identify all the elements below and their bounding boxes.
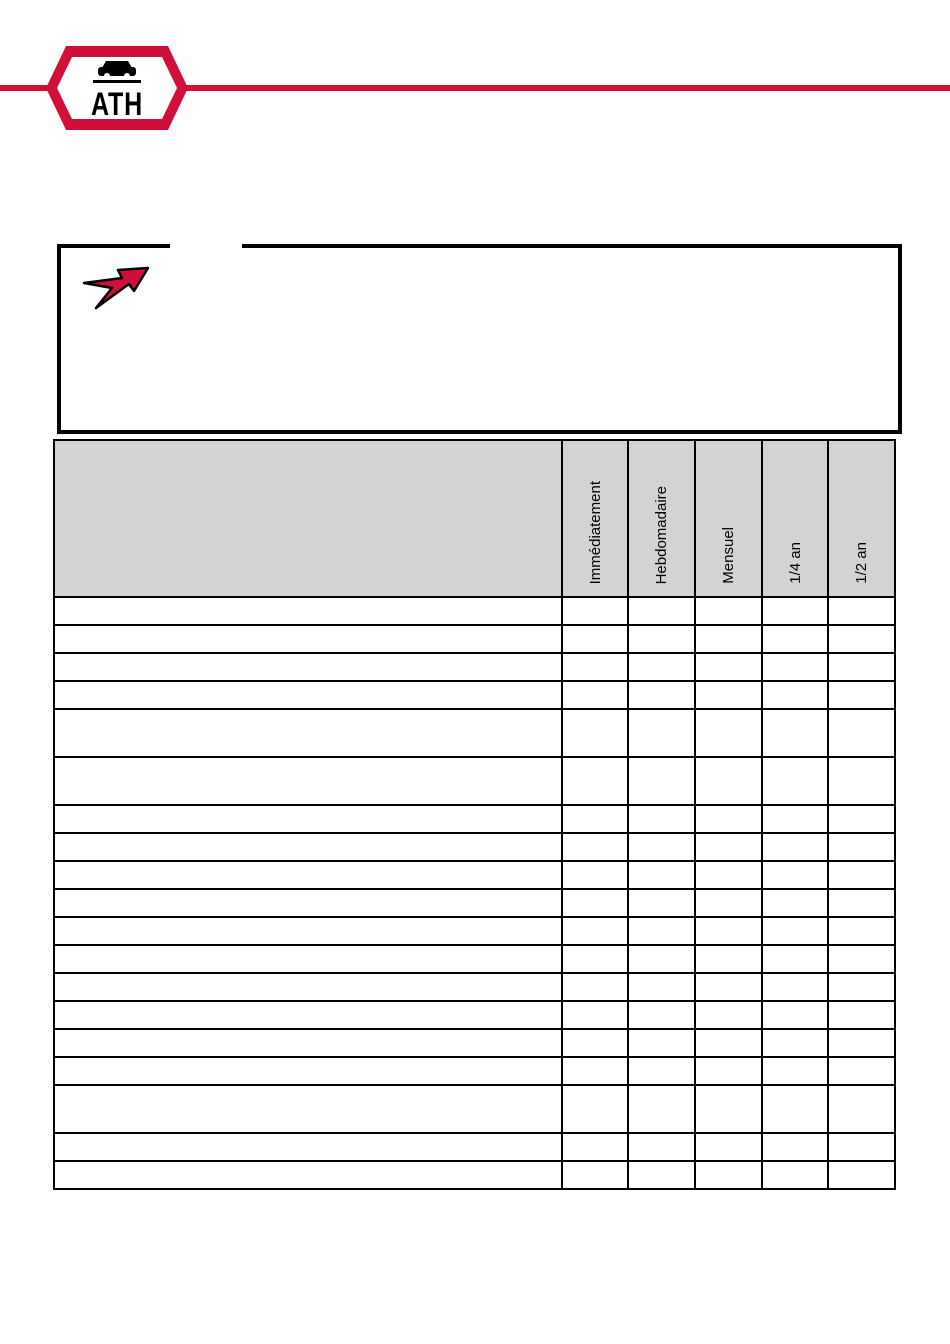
table-row: [54, 973, 895, 1001]
frequency-cell: [562, 973, 629, 1001]
frequency-cell: [695, 681, 762, 709]
table-row: [54, 681, 895, 709]
logo-text: ATH: [91, 86, 143, 122]
task-cell: [54, 1161, 562, 1189]
frequency-cell: [628, 653, 695, 681]
column-header-immediately: Immédiatement: [562, 440, 629, 597]
task-cell: [54, 1085, 562, 1133]
frequency-cell: [828, 597, 895, 625]
frequency-cell: [695, 833, 762, 861]
task-cell: [54, 1029, 562, 1057]
frequency-cell: [628, 1161, 695, 1189]
frequency-cell: [762, 709, 829, 757]
frequency-cell: [828, 805, 895, 833]
frequency-cell: [628, 917, 695, 945]
frequency-cell: [562, 757, 629, 805]
ath-logo: [44, 44, 190, 132]
frequency-cell: [828, 945, 895, 973]
frequency-cell: [628, 1133, 695, 1161]
frequency-cell: [828, 917, 895, 945]
frequency-cell: [762, 833, 829, 861]
frequency-cell: [628, 945, 695, 973]
frequency-cell: [695, 597, 762, 625]
frequency-cell: [695, 1085, 762, 1133]
frequency-cell: [762, 861, 829, 889]
frequency-cell: [762, 653, 829, 681]
task-cell: [54, 1057, 562, 1085]
frequency-cell: [828, 653, 895, 681]
frequency-cell: [828, 1133, 895, 1161]
frequency-cell: [695, 889, 762, 917]
frequency-cell: [762, 945, 829, 973]
frequency-cell: [828, 757, 895, 805]
frequency-cell: [828, 833, 895, 861]
frequency-cell: [695, 1057, 762, 1085]
frequency-cell: [695, 973, 762, 1001]
frequency-cell: [628, 1057, 695, 1085]
frequency-cell: [562, 1029, 629, 1057]
frequency-cell: [562, 833, 629, 861]
table-row: [54, 625, 895, 653]
frequency-cell: [828, 681, 895, 709]
frequency-cell: [695, 757, 762, 805]
frequency-cell: [628, 1029, 695, 1057]
task-cell: [54, 681, 562, 709]
table-row: [54, 1057, 895, 1085]
frequency-cell: [695, 1029, 762, 1057]
frequency-cell: [828, 1029, 895, 1057]
frequency-cell: [695, 945, 762, 973]
frequency-cell: [562, 625, 629, 653]
frequency-cell: [628, 973, 695, 1001]
frequency-cell: [628, 597, 695, 625]
frequency-cell: [695, 709, 762, 757]
frequency-cell: [828, 1001, 895, 1029]
table-row: [54, 709, 895, 757]
frequency-cell: [562, 1161, 629, 1189]
table-row: [54, 1001, 895, 1029]
frequency-cell: [762, 805, 829, 833]
frequency-cell: [628, 1001, 695, 1029]
task-cell: [54, 1001, 562, 1029]
frequency-cell: [828, 1057, 895, 1085]
table-row: [54, 597, 895, 625]
table-row: [54, 1161, 895, 1189]
frequency-cell: [628, 805, 695, 833]
notice-box: [57, 244, 902, 434]
frequency-cell: [695, 1133, 762, 1161]
frequency-cell: [628, 625, 695, 653]
task-cell: [54, 889, 562, 917]
task-cell: [54, 597, 562, 625]
frequency-cell: [695, 861, 762, 889]
frequency-cell: [828, 1161, 895, 1189]
frequency-cell: [562, 861, 629, 889]
task-cell: [54, 861, 562, 889]
frequency-cell: [562, 709, 629, 757]
frequency-cell: [628, 757, 695, 805]
frequency-cell: [762, 597, 829, 625]
frequency-cell: [628, 1085, 695, 1133]
table-row: [54, 833, 895, 861]
task-column-header: [54, 440, 562, 597]
task-cell: [54, 709, 562, 757]
task-cell: [54, 653, 562, 681]
frequency-cell: [762, 917, 829, 945]
frequency-cell: [562, 889, 629, 917]
frequency-cell: [628, 709, 695, 757]
frequency-cell: [762, 973, 829, 1001]
frequency-cell: [562, 1001, 629, 1029]
table-row: [54, 1029, 895, 1057]
frequency-cell: [762, 1161, 829, 1189]
frequency-cell: [628, 889, 695, 917]
column-header-monthly: Mensuel: [695, 440, 762, 597]
task-cell: [54, 757, 562, 805]
task-cell: [54, 973, 562, 1001]
frequency-cell: [628, 861, 695, 889]
column-header-half-yearly: 1/2 an: [828, 440, 895, 597]
maintenance-table: [53, 439, 896, 1190]
table-row: [54, 945, 895, 973]
frequency-cell: [695, 805, 762, 833]
frequency-cell: [762, 625, 829, 653]
frequency-cell: [762, 1085, 829, 1133]
task-cell: [54, 1133, 562, 1161]
frequency-cell: [695, 653, 762, 681]
frequency-cell: [762, 1001, 829, 1029]
frequency-cell: [695, 1161, 762, 1189]
frequency-cell: [562, 681, 629, 709]
frequency-cell: [562, 597, 629, 625]
table-row: [54, 653, 895, 681]
frequency-cell: [562, 917, 629, 945]
table-header-row: [54, 440, 895, 597]
frequency-cell: [695, 917, 762, 945]
table-row: [54, 1133, 895, 1161]
table-row: [54, 917, 895, 945]
frequency-cell: [695, 1001, 762, 1029]
frequency-cell: [828, 625, 895, 653]
frequency-cell: [762, 1133, 829, 1161]
frequency-cell: [762, 1029, 829, 1057]
task-cell: [54, 917, 562, 945]
notice-title-gap: [170, 242, 242, 250]
frequency-cell: [695, 625, 762, 653]
frequency-cell: [828, 1085, 895, 1133]
table-row: [54, 861, 895, 889]
frequency-cell: [762, 1057, 829, 1085]
table-row: [54, 757, 895, 805]
frequency-cell: [762, 889, 829, 917]
task-cell: [54, 805, 562, 833]
task-cell: [54, 625, 562, 653]
frequency-cell: [562, 653, 629, 681]
frequency-cell: [828, 973, 895, 1001]
task-cell: [54, 945, 562, 973]
task-cell: [54, 833, 562, 861]
table-row: [54, 889, 895, 917]
frequency-cell: [828, 861, 895, 889]
table-row: [54, 805, 895, 833]
frequency-cell: [762, 757, 829, 805]
table-row: [54, 1085, 895, 1133]
frequency-cell: [562, 1133, 629, 1161]
frequency-cell: [562, 945, 629, 973]
frequency-cell: [628, 833, 695, 861]
frequency-cell: [562, 1085, 629, 1133]
frequency-cell: [628, 681, 695, 709]
frequency-cell: [828, 709, 895, 757]
column-header-quarterly: 1/4 an: [762, 440, 829, 597]
arrow-icon: [82, 263, 150, 313]
frequency-cell: [828, 889, 895, 917]
frequency-cell: [762, 681, 829, 709]
frequency-cell: [562, 1057, 629, 1085]
frequency-cell: [562, 805, 629, 833]
column-header-weekly: Hebdomadaire: [628, 440, 695, 597]
